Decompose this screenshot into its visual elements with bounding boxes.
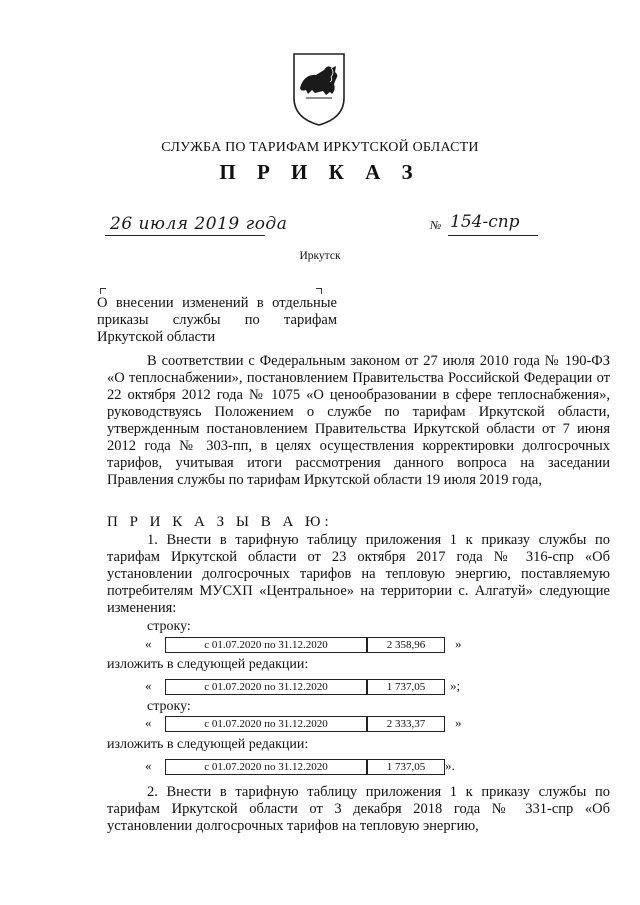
tariff-period: с 01.07.2020 по 31.12.2020 <box>165 679 367 695</box>
order-subject: О внесении изменений в отдельные приказы службы по тарифам Иркутской области <box>97 295 337 345</box>
decree-heading: П Р И К А З Ы В А Ю: <box>107 514 333 530</box>
replace-label-1: изложить в следующей редакции: <box>107 657 309 672</box>
item-1-paragraph: 1. Внести в тарифную таблицу приложения 1 к приказу службы по тарифам Иркутской области от 23 октября 2017 года № 316-спр «Об установлении долгосрочных тарифов на тепловую энергию, поставляемую потребителям МУСХП «Центральное» на территории с. Алгатуй» следующие изменения: <box>107 532 610 616</box>
city-name: Иркутск <box>299 250 341 262</box>
subject-bracket-left <box>100 288 106 294</box>
number-label: № <box>430 218 442 232</box>
tariff-value: 2 358,96 <box>367 637 445 653</box>
tariff-row-4: « с 01.07.2020 по 31.12.2020 1 737,05 ». <box>145 758 455 773</box>
date-underline <box>105 235 265 236</box>
replace-label-2: изложить в следующей редакции: <box>107 737 309 752</box>
document-type-title: П Р И К А З <box>219 160 421 184</box>
tariff-value: 1 737,05 <box>367 679 445 695</box>
number-underline <box>448 235 538 236</box>
tariff-period: с 01.07.2020 по 31.12.2020 <box>165 759 367 775</box>
tariff-row-3: « с 01.07.2020 по 31.12.2020 2 333,37 » <box>145 715 462 730</box>
preamble-paragraph: В соответствии с Федеральным законом от 27 июля 2010 года № 190-ФЗ «О теплоснабжении», постановлением Правительства Российской Федерации от 22 октября 2012 года № 1075 «О ценообразовании в сфере теплоснабжения», руководствуясь Положением о службе по тарифам Иркутской области, утвержденным постановлением Правительства Иркутской области от 7 июня 2012 года № 303-пп, в целях осуществления корректировки долгосрочных тарифов, учитывая итоги рассмотрения данного вопроса на заседании Правления службы по тарифам Иркутской области 19 июля 2019 года, <box>107 353 610 488</box>
line-label-1: строку: <box>147 619 191 634</box>
tariff-period: с 01.07.2020 по 31.12.2020 <box>165 637 367 653</box>
coat-of-arms-icon <box>290 48 348 128</box>
item-2-paragraph: 2. Внести в тарифную таблицу приложения 1 к приказу службы по тарифам Иркутской области от 3 декабря 2018 года № 331-спр «Об установлении долгосрочных тарифов на тепловую энергию, <box>107 784 610 834</box>
tariff-row-2: « с 01.07.2020 по 31.12.2020 1 737,05 »; <box>145 678 461 693</box>
tariff-period: с 01.07.2020 по 31.12.2020 <box>165 716 367 732</box>
order-date: 26 июля 2019 года <box>110 214 288 234</box>
tariff-value: 1 737,05 <box>367 759 445 775</box>
order-number: 154-спр <box>450 212 520 232</box>
tariff-row-1: « с 01.07.2020 по 31.12.2020 2 358,96 » <box>145 636 462 651</box>
subject-bracket-right <box>316 288 322 294</box>
organization-name: СЛУЖБА ПО ТАРИФАМ ИРКУТСКОЙ ОБЛАСТИ <box>161 140 479 155</box>
tariff-value: 2 333,37 <box>367 716 445 732</box>
line-label-2: строку: <box>147 699 191 714</box>
